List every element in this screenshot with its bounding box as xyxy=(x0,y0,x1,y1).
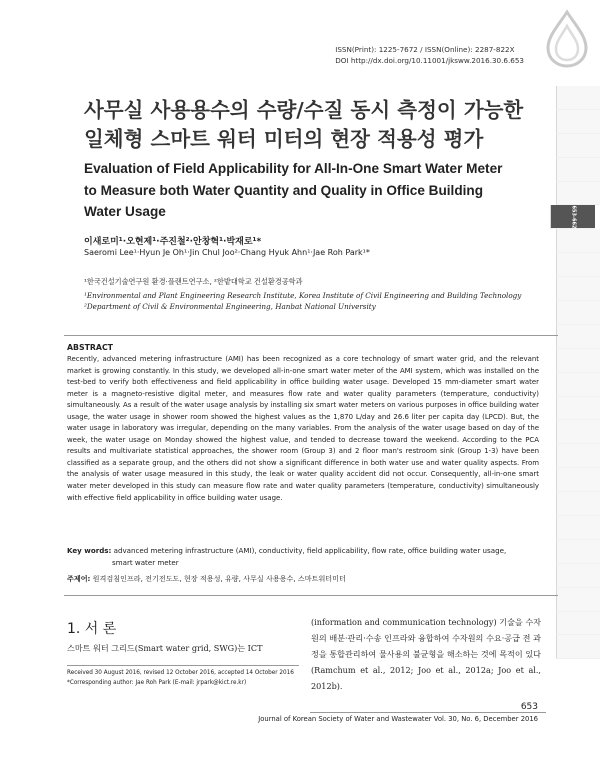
side-index-tab xyxy=(556,277,600,301)
side-index-tab xyxy=(556,444,600,468)
side-index-tab xyxy=(556,86,600,110)
english-title-line-2: to Measure both Water Quantity and Quality in Office Building xyxy=(84,182,484,198)
korean-title-line-1: 사무실 사용용수의 수량/수질 동시 측정이 가능한 xyxy=(84,98,524,122)
side-index-tab xyxy=(556,110,600,134)
affiliation-english-1: ¹Environmental and Plant Engineering Research Institute, Korea Institute of Civil Engineering and Building Technology xyxy=(84,291,522,300)
keywords-english-line-1: advanced metering infrastructure (AMI), conductivity, field applicability, flow rate, office building water usage, xyxy=(113,546,507,555)
keywords-korean-text: 원격검침인프라, 전기전도도, 현장 적용성, 유량, 사무실 사용용수, 스마트워터미터 xyxy=(92,574,346,583)
side-index-tab xyxy=(556,635,600,659)
side-index-tab xyxy=(556,373,600,397)
english-title xyxy=(84,158,534,223)
journal-logo-icon xyxy=(542,8,592,68)
footer-divider xyxy=(310,712,546,713)
side-index-tab xyxy=(556,588,600,612)
divider xyxy=(64,335,558,336)
intro-left-column: 스마트 워터 그리드(Smart water grid, SWG)는 ICT xyxy=(67,643,263,653)
authors-korean: 이새로미¹·오현제¹·주진철²·안창혁¹·박재로¹* xyxy=(84,237,262,247)
section-heading: 1. 서 론 xyxy=(67,621,117,637)
divider xyxy=(64,595,558,596)
abstract-heading: ABSTRACT xyxy=(67,343,113,352)
side-index-tab xyxy=(556,516,600,540)
intro-right-column: (information and communication technology) 기술을 수자원의 배분·관리·수송 인프라와 융합하여 수자원의 수요·공급 전 과정을 통합관리하여 물사용의 불균형을 해소하는 것에 목적이 있다(Ramchum et al., 2012; Joo et al., 2012a; Joo et al., 2012b). xyxy=(311,617,541,692)
received-dates: Received 30 August 2016, revised 12 October 2016, accepted 14 October 2016 xyxy=(67,670,294,676)
page-number: 653 xyxy=(520,702,538,712)
journal-citation: Journal of Korean Society of Water and Wastewater Vol. 30, No. 6, December 2016 xyxy=(258,715,538,723)
issn-doi-block xyxy=(335,45,524,66)
affiliation-english-2: ²Department of Civil & Environmental Engineering, Hanbat National University xyxy=(84,302,376,311)
corresponding-author: *Corresponding author: Jae Roh Park (E-mail: jrpark@kict.re.kr) xyxy=(67,680,247,686)
side-index-tab xyxy=(556,564,600,588)
keywords-english-label: Key words: xyxy=(67,546,112,555)
side-index-tab xyxy=(556,182,600,206)
keywords-korean xyxy=(67,573,346,585)
side-index-tab xyxy=(556,540,600,564)
footnote-divider xyxy=(67,665,299,666)
issn-text: ISSN(Print): 1225-7672 / ISSN(Online): 2287-822X xyxy=(335,45,515,54)
side-index-tab xyxy=(556,229,600,253)
side-index-tab-label: 653-662 xyxy=(569,205,576,229)
abstract-body: Recently, advanced metering infrastructure (AMI) has been recognized as a core technology of smart water grid, and the relevant market is growing constantly. In this study, we developed all-in-one smart water meter of the AMI system, which was installed on the test-bed to verify both effectiveness and field applicability in office building water usage. Developed 15 mm-diameter smart water meter is a magneto-resistive digital meter, and measures flow rate and water quality parameters (temperature, conductivity) simultaneously. As a result of the water usage analysis by installing six smart water meters on various purposes in office building water usage, the water usage in shower room showed the highest values as the 1,870 L/day and 26.6 liter per capita day (LPCD). But, the water usage in laboratory was irregular, depending on the many variables. From the analysis of the water usage based on day of the week, the water usage on Monday showed the highest value, and tended to decrease toward the weekend. According to the PCA results and multivariate statistical approaches, the shower room (Group 3) and 2 floor man's restroom sink (Group 1-3) have been classified as a separate group, and the others did not show a significant difference in both water use and water quality aspects. From the analysis of water usage measured in this study, the leak or water quality accident did not occur. Consequently, all-in-one smart water meter developed in this study can measure flow rate and water quality parameters (temperature, conductivity) simultaneously with effective field applicability in office building water usage. xyxy=(67,355,540,502)
side-index-tab xyxy=(556,468,600,492)
authors-english: Saeromi Lee¹·Hyun Je Oh¹·Jin Chul Joo²·Chang Hyuk Ahn¹·Jae Roh Park¹* xyxy=(84,248,370,257)
keywords-english xyxy=(67,545,506,557)
affiliation-korean: ¹한국건설기술연구원 환경·플랜트연구소, ²한밭대학교 건설환경공학과 xyxy=(84,277,303,286)
keywords-english-line-2: smart water meter xyxy=(112,558,179,567)
doi-text: DOI http://dx.doi.org/10.11001/jksww.2016.30.6.653 xyxy=(335,55,524,65)
side-index-tab xyxy=(556,253,600,277)
side-index-tab xyxy=(556,301,600,325)
english-title-line-1: Evaluation of Field Applicability for All-In-One Smart Water Meter xyxy=(84,161,503,176)
keywords-korean-label: 주제어: xyxy=(67,574,91,583)
side-index-tab xyxy=(556,325,600,349)
side-index-tab xyxy=(556,158,600,182)
side-index-tab xyxy=(556,612,600,636)
side-index-tab xyxy=(556,492,600,516)
side-index-tab xyxy=(556,397,600,421)
side-index-tabs xyxy=(556,86,600,659)
side-index-tab xyxy=(556,134,600,158)
english-title-line-3: Water Usage xyxy=(84,204,166,219)
side-index-tab xyxy=(550,205,595,229)
side-index-tab xyxy=(556,349,600,373)
side-index-tab xyxy=(556,420,600,444)
korean-title-line-2: 일체형 스마트 워터 미터의 현장 적용성 평가 xyxy=(84,127,484,151)
korean-title xyxy=(84,96,534,154)
